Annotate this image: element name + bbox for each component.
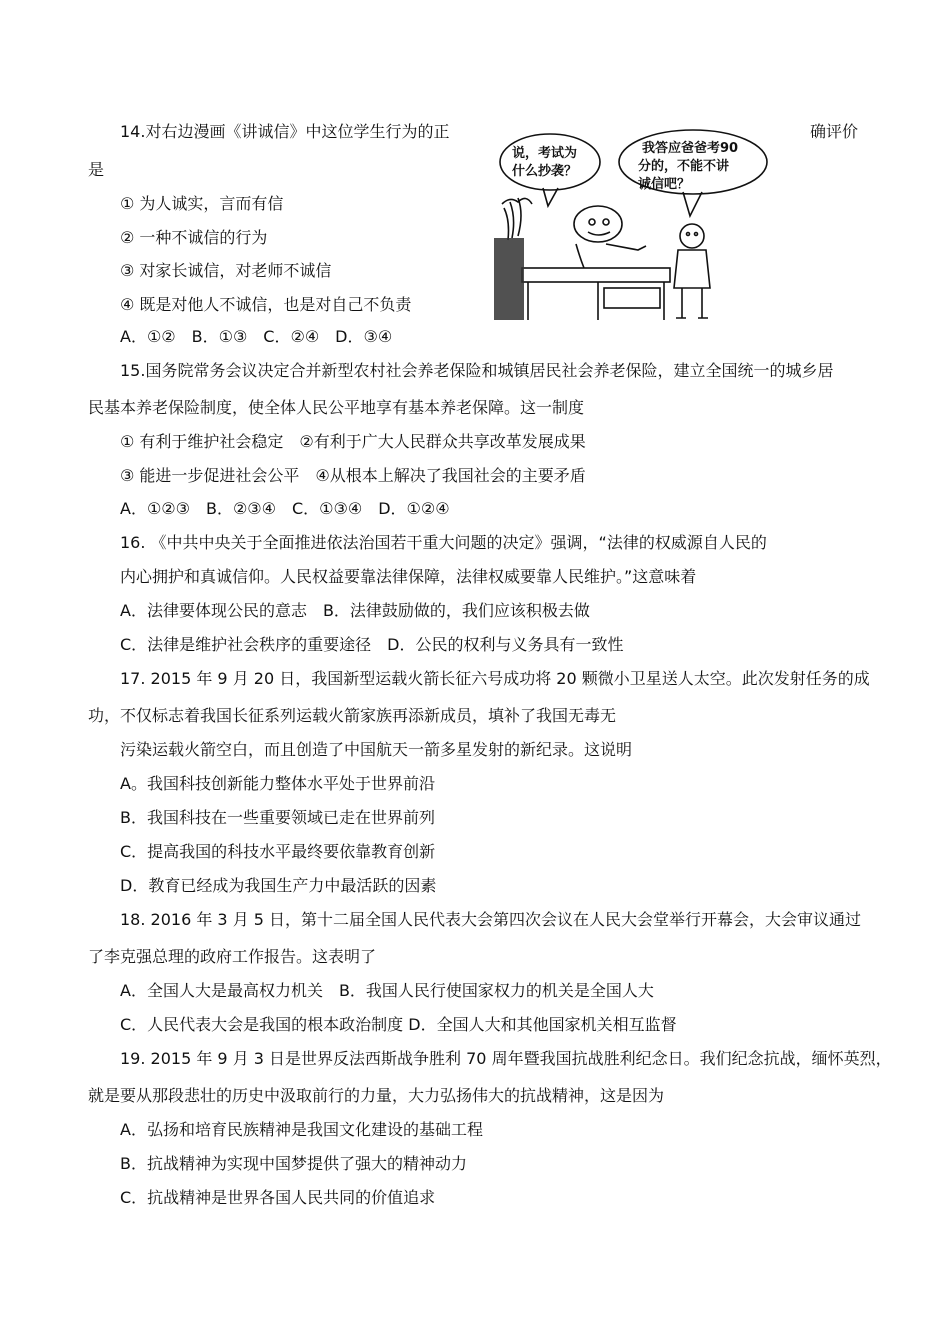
q16-line-1: 16. 《中共中央关于全面推进依法治国若干重大问题的决定》强调，“法律的权威源自人民的 [120, 533, 767, 552]
q14-stem: 14.对右边漫画《讲诚信》中这位学生行为的正 [120, 122, 450, 141]
q16-line-2: 内心拥护和真诚信仰。人民权益要靠法律保障，法律权威要靠人民维护。”这意味着 [120, 567, 697, 586]
q19-option-a: A．弘扬和培育民族精神是我国文化建设的基础工程 [120, 1120, 483, 1139]
q19-option-b: B．抗战精神为实现中国梦提供了强大的精神动力 [120, 1154, 467, 1173]
q17-line-3: 污染运载火箭空白，而且创造了中国航天一箭多星发射的新纪录。这说明 [120, 740, 633, 759]
q18-options-1: A．全国人大是最高权力机关 B．我国人民行使国家权力的机关是全国人大 [120, 981, 654, 1000]
q14-item-1: ① 为人诚实，言而有信 [120, 194, 284, 213]
q14-options: A．①② B．①③ C．②④ D．③④ [120, 327, 393, 346]
q17-option-a: A。我国科技创新能力整体水平处于世界前沿 [120, 774, 435, 793]
q17-option-c: C．提高我国的科技水平最终要依靠教育创新 [120, 842, 436, 861]
q15-line-1: 15.国务院常务会议决定合并新型农村社会养老保险和城镇居民社会养老保险，建立全国统一的城乡居 [120, 361, 834, 380]
q15-line-2: 民基本养老保险制度，使全体人民公平地享有基本养老保障。这一制度 [88, 398, 585, 417]
student-bubble-line-3: 诚信吧？ [638, 177, 691, 192]
q19-option-c: C．抗战精神是世界各国人民共同的价值追求 [120, 1188, 436, 1207]
q14-stem-end: 是 [88, 160, 105, 179]
q18-line-1: 18. 2016 年 3 月 5 日，第十二届全国人民代表大会第四次会议在人民大会堂举行开幕会，大会审议通过 [120, 910, 862, 929]
q17-line-1: 17. 2015 年 9 月 20 日，我国新型运载火箭长征六号成功将 20 颗微小卫星送人太空。此次发射任务的成 [120, 669, 870, 688]
q17-option-d: D．教育已经成为我国生产力中最活跃的因素 [120, 876, 437, 895]
q18-line-2: 了李克强总理的政府工作报告。这表明了 [88, 947, 377, 966]
q17-option-b: B．我国科技在一些重要领域已走在世界前列 [120, 808, 435, 827]
q14-item-2: ② 一种不诚信的行为 [120, 228, 268, 247]
q15-items-2: ③ 能进一步促进社会公平 ④从根本上解决了我国社会的主要矛盾 [120, 466, 586, 485]
q15-items-1: ① 有利于维护社会稳定 ②有利于广大人民群众共享改革发展成果 [120, 432, 586, 451]
q14-stem-cont: 确评价 [810, 122, 859, 141]
q19-line-1: 19. 2015 年 9 月 3 日是世界反法西斯战争胜利 70 周年暨我国抗战胜利纪念日。我们纪念抗战，缅怀英烈， [120, 1049, 892, 1068]
q16-options-2: C．法律是维护社会秩序的重要途径 D．公民的权利与义务具有一致性 [120, 635, 624, 654]
q16-options-1: A．法律要体现公民的意志 B．法律鼓励做的，我们应该积极去做 [120, 601, 590, 620]
teacher-bubble-line-2: 什么抄袭？ [512, 164, 578, 179]
teacher-bubble-line-1: 说，考试为 [512, 146, 578, 161]
q17-line-2: 功，不仅标志着我国长征系列运载火箭家族再添新成员，填补了我国无毒无 [88, 706, 617, 725]
student-bubble-line-2: 分的，不能不讲 [638, 159, 730, 174]
q15-options: A．①②③ B．②③④ C．①③④ D．①②④ [120, 499, 450, 518]
q14-item-3: ③ 对家长诚信，对老师不诚信 [120, 261, 332, 280]
q19-line-2: 就是要从那段悲壮的历史中汲取前行的力量，大力弘扬伟大的抗战精神，这是因为 [88, 1086, 665, 1105]
q18-options-2: C．人民代表大会是我国的根本政治制度 D．全国人大和其他国家机关相互监督 [120, 1015, 677, 1034]
q14-item-4: ④ 既是对他人不诚信，也是对自己不负责 [120, 295, 412, 314]
student-bubble-line-1: 我答应爸爸考90 [642, 141, 739, 156]
honesty-cartoon [488, 128, 786, 324]
